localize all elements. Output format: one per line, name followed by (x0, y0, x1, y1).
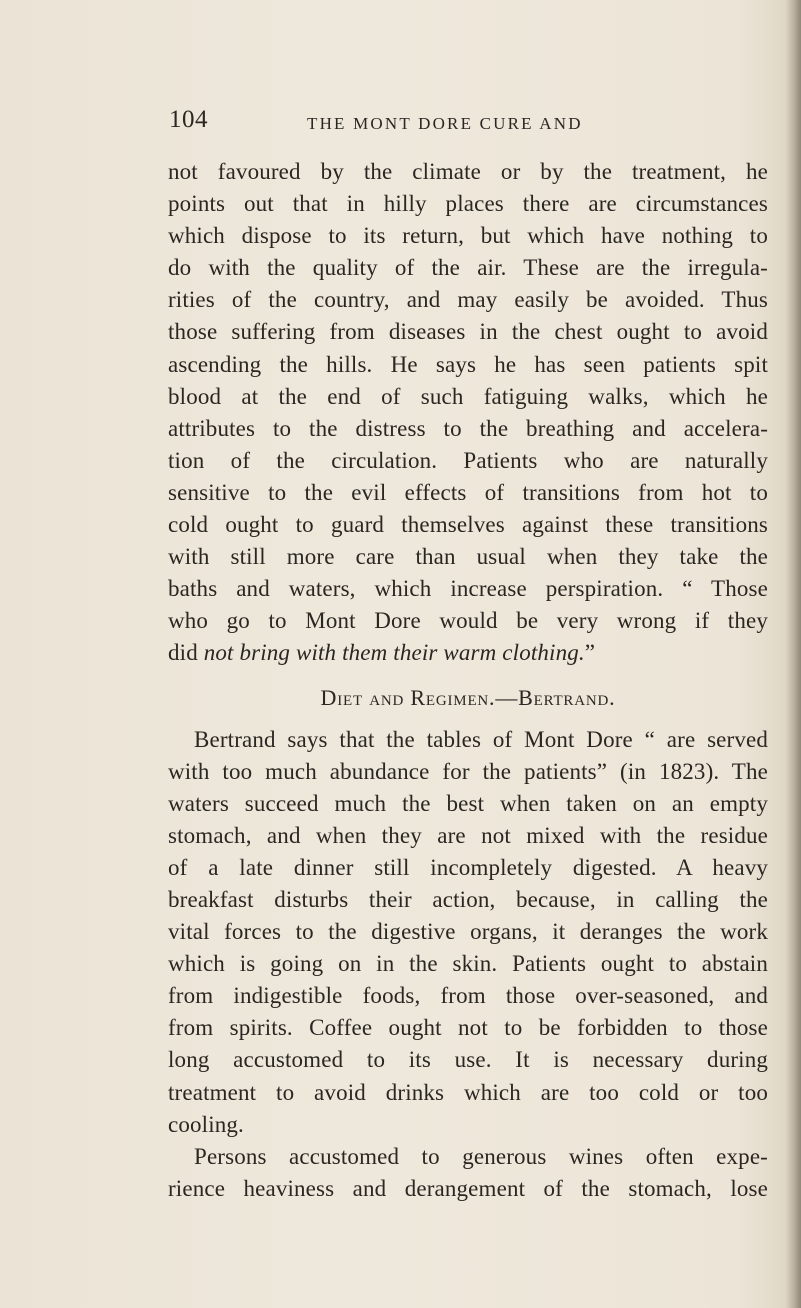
text-line: ascending the hills. He says he has seen patients spit (168, 351, 768, 377)
text-span: ” (584, 640, 596, 666)
text-span: did (168, 640, 204, 666)
text-line: baths and waters, which increase perspiration. “ Those (168, 576, 768, 602)
text-line: of a late dinner still incompletely digested. A heavy (168, 854, 768, 880)
text-line: blood at the end of such fatiguing walks, which he (168, 383, 768, 409)
text-line: not favoured by the climate or by the treatment, he (168, 159, 768, 184)
text-line: do with the quality of the air. These are the irregula- (168, 255, 768, 281)
text-line: with still more care than usual when they take the (168, 544, 768, 570)
body-text (168, 156, 768, 1205)
page-header (169, 106, 729, 146)
text-line: treatment to avoid drinks which are too cold or too (168, 1079, 768, 1105)
text-line: waters succeed much the best when taken on an empty (168, 790, 768, 816)
text-line: which is going on in the skin. Patients ought to abstain (168, 951, 768, 977)
text-line: Persons accustomed to generous wines often expe- (194, 1143, 768, 1169)
text-line: sensitive to the evil effects of transitions from hot to (168, 479, 768, 505)
text-line: cold ought to guard themselves against these transitions (168, 512, 768, 538)
text-line: with too much abundance for the patients” (in 1823). The (168, 758, 768, 784)
section-heading: Diet and Regimen.—Bertrand. (320, 684, 616, 710)
running-head: THE MONT DORE CURE AND (307, 114, 583, 133)
text-line: rience heaviness and derangement of the stomach, lose (168, 1175, 768, 1201)
text-line: attributes to the distress to the breathing and accelera- (168, 415, 768, 441)
text-line-final (168, 637, 768, 669)
text-line: those suffering from diseases in the chest ought to avoid (168, 319, 768, 345)
text-line: points out that in hilly places there are circumstances (168, 191, 768, 217)
text-line: from spirits. Coffee ought not to be forbidden to those (168, 1015, 768, 1041)
text-line: rities of the country, and may easily be avoided. Thus (168, 287, 768, 313)
text-line: breakfast disturbs their action, because, in calling the (168, 886, 768, 912)
text-line: from indigestible foods, from those over-seasoned, and (168, 983, 768, 1009)
paragraph-1 (168, 156, 768, 670)
text-line: cooling. (168, 1111, 244, 1137)
text-line: Bertrand says that the tables of Mont Dore “ are served (194, 726, 768, 752)
page-number: 104 (169, 106, 208, 133)
text-line: tion of the circulation. Patients who are naturally (168, 447, 768, 473)
page-edge-shadow (785, 0, 801, 1308)
paragraph-3 (168, 1141, 768, 1205)
italic-quote: not bring with them their warm clothing. (203, 640, 585, 666)
text-line: vital forces to the digestive organs, it deranges the work (168, 919, 768, 945)
paragraph-2 (168, 724, 768, 1141)
text-line: which dispose to its return, but which have nothing to (168, 223, 768, 249)
text-line: who go to Mont Dore would be very wrong if they (168, 608, 768, 634)
text-line: long accustomed to its use. It is necessary during (168, 1047, 768, 1073)
text-line: stomach, and when they are not mixed with the residue (168, 822, 768, 848)
